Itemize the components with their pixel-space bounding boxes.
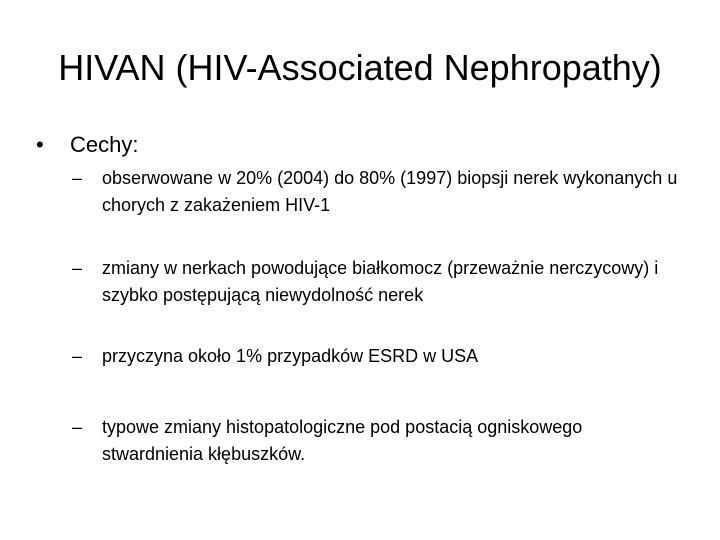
dash-marker: – — [72, 417, 83, 437]
dash-marker: – — [72, 168, 83, 188]
bullet-marker: • — [36, 132, 44, 157]
sub-bullet-item — [72, 414, 682, 468]
sub-bullet-item — [72, 255, 682, 309]
sub-bullet-text: typowe zmiany histopatologiczne pod postacią ogniskowego stwardnienia kłębuszków. — [102, 417, 583, 464]
dash-marker: – — [72, 346, 83, 366]
slide-title: HIVAN (HIV-Associated Nephropathy) — [58, 47, 662, 88]
bullet-label: Cechy: — [70, 132, 139, 157]
sub-bullet-text: zmiany w nerkach powodujące białkomocz (przeważnie nerczycowy) i szybko postępującą niewydolność nerek — [102, 258, 659, 305]
sub-bullet-text: obserwowane w 20% (2004) do 80% (1997) biopsji nerek wykonanych u chorych z zakażeniem HIV-1 — [102, 168, 678, 215]
sub-bullet-item — [72, 343, 682, 370]
sub-bullet-text: przyczyna około 1% przypadków ESRD w USA — [102, 346, 479, 366]
dash-marker: – — [72, 258, 83, 278]
bullet-cechy — [36, 130, 138, 160]
sub-bullet-item — [72, 165, 682, 219]
